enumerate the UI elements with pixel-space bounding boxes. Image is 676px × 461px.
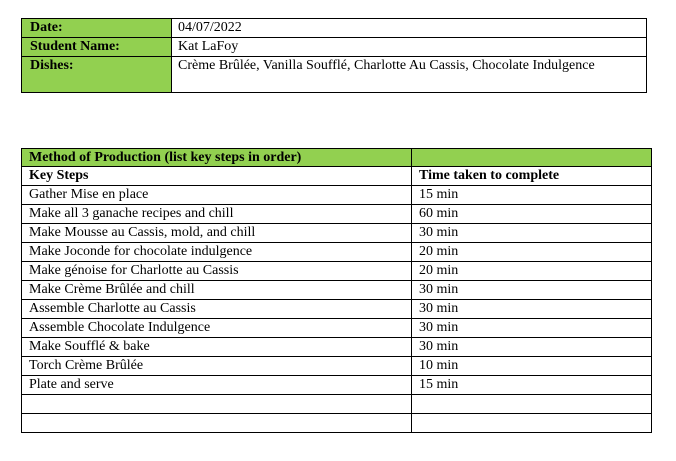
step-cell: Plate and serve: [22, 376, 412, 395]
dishes-value: Crème Brûlée, Vanilla Soufflé, Charlotte Au Cassis, Chocolate Indulgence: [172, 57, 647, 93]
step-cell: Gather Mise en place: [22, 186, 412, 205]
time-cell: 20 min: [412, 262, 652, 281]
step-cell: Assemble Chocolate Indulgence: [22, 319, 412, 338]
step-cell: [22, 395, 412, 414]
table-row: [22, 281, 652, 300]
table-row: [22, 338, 652, 357]
step-cell: Assemble Charlotte au Cassis: [22, 300, 412, 319]
date-label: Date:: [22, 19, 172, 38]
table-row: [22, 300, 652, 319]
method-title-blank-cell: [412, 149, 652, 167]
time-taken-header: Time taken to complete: [412, 167, 652, 186]
dishes-label: Dishes:: [22, 57, 172, 93]
table-row: [22, 243, 652, 262]
time-cell: 30 min: [412, 300, 652, 319]
method-header-row: [22, 167, 652, 186]
step-cell: Make Crème Brûlée and chill: [22, 281, 412, 300]
student-name-label: Student Name:: [22, 38, 172, 57]
dishes-row: [22, 57, 647, 93]
step-cell: Make Soufflé & bake: [22, 338, 412, 357]
table-row: [22, 319, 652, 338]
table-row: [22, 186, 652, 205]
method-of-production-table: [21, 148, 652, 433]
time-cell: 15 min: [412, 186, 652, 205]
step-cell: Make génoise for Charlotte au Cassis: [22, 262, 412, 281]
time-cell: 30 min: [412, 224, 652, 243]
student-info-table: [21, 18, 647, 93]
table-row: [22, 357, 652, 376]
student-name-row: [22, 38, 647, 57]
table-row: [22, 224, 652, 243]
step-cell: Torch Crème Brûlée: [22, 357, 412, 376]
time-cell: [412, 395, 652, 414]
method-title-row: [22, 149, 652, 167]
time-cell: 30 min: [412, 319, 652, 338]
date-row: [22, 19, 647, 38]
method-title: Method of Production (list key steps in order): [22, 149, 412, 167]
time-cell: 20 min: [412, 243, 652, 262]
time-cell: 30 min: [412, 281, 652, 300]
time-cell: 10 min: [412, 357, 652, 376]
time-cell: 15 min: [412, 376, 652, 395]
key-steps-header: Key Steps: [22, 167, 412, 186]
date-value: 04/07/2022: [172, 19, 647, 38]
table-row: [22, 395, 652, 414]
table-row: [22, 205, 652, 224]
student-name-value: Kat LaFoy: [172, 38, 647, 57]
table-row: [22, 376, 652, 395]
time-cell: 30 min: [412, 338, 652, 357]
step-cell: Make Mousse au Cassis, mold, and chill: [22, 224, 412, 243]
step-cell: Make all 3 ganache recipes and chill: [22, 205, 412, 224]
table-row: [22, 414, 652, 433]
time-cell: 60 min: [412, 205, 652, 224]
table-row: [22, 262, 652, 281]
time-cell: [412, 414, 652, 433]
step-cell: [22, 414, 412, 433]
step-cell: Make Joconde for chocolate indulgence: [22, 243, 412, 262]
